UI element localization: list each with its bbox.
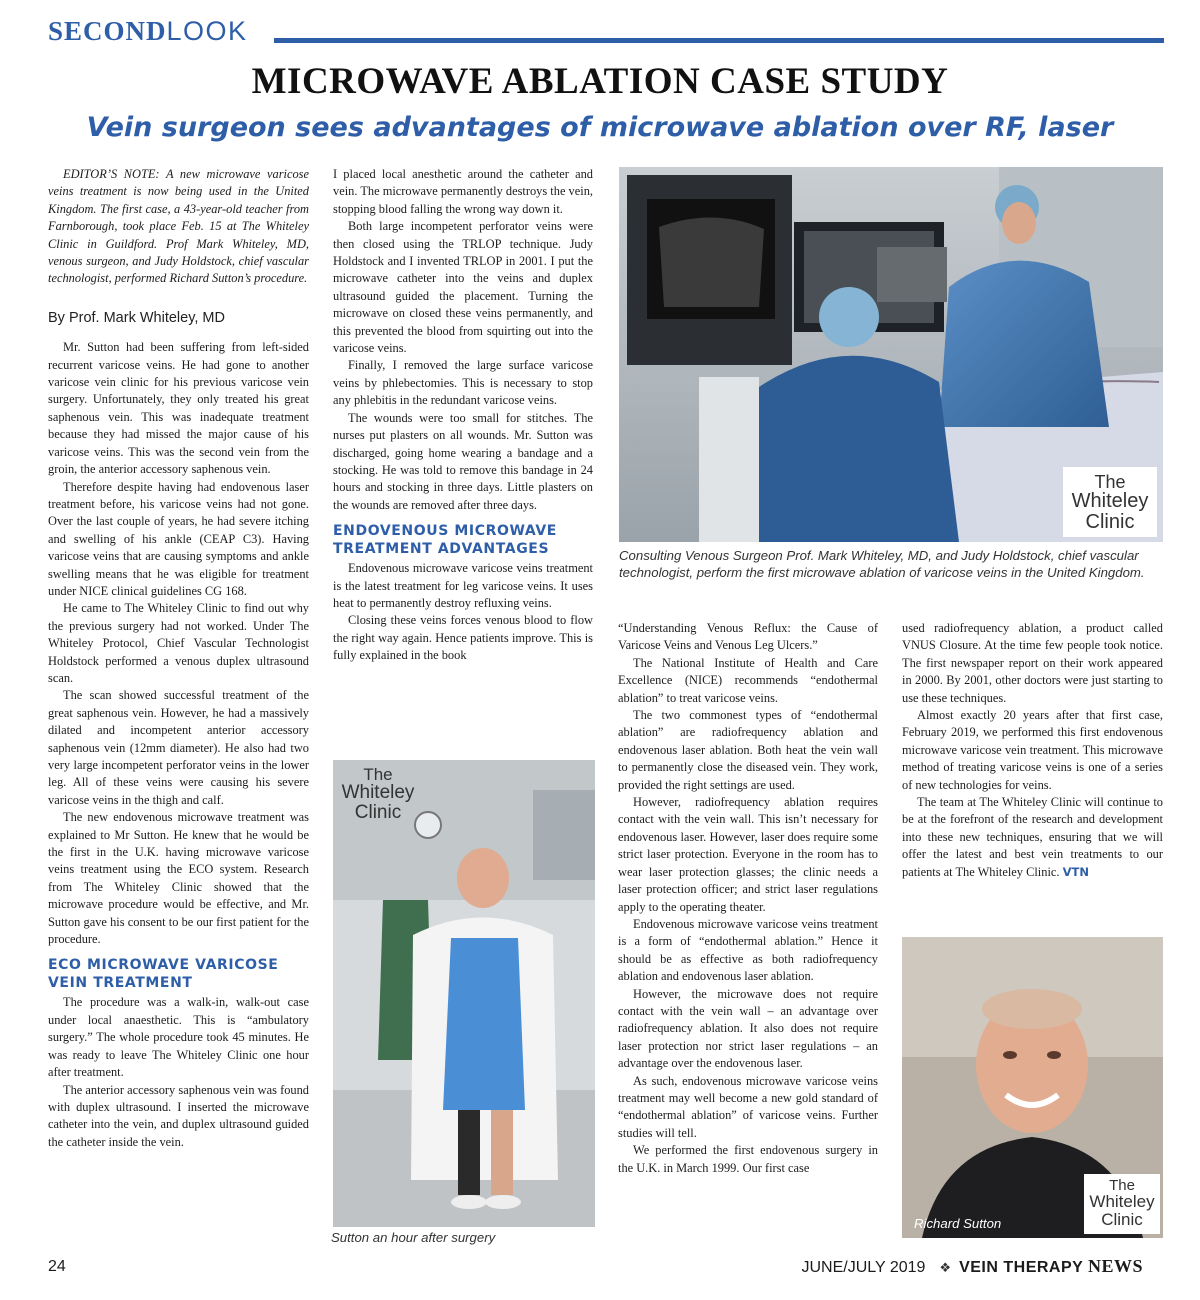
logo-line: The [1094, 472, 1126, 492]
magazine-name-light: VEIN THERAPY [959, 1259, 1084, 1276]
body-paragraph: The scan showed successful treatment of the great saphenous vein. However, he had a massively dilated and incompetent anterior accessory saphenous vein (12mm diameter). He also had two very large incompetent perforator veins in the lower leg. All of these veins were causing his severe varicose veins in the thigh and calf. [48, 688, 309, 807]
eco-heading: ECO MICROWAVE VARICOSE VEIN TREATMENT [48, 957, 279, 992]
body-paragraph: As such, endovenous microwave varicose veins treatment may well become a new gold standard of “endothermal ablation” of varicose veins. Further studies will tell. [618, 1073, 878, 1140]
issue-date: JUNE/JULY 2019 [801, 1259, 926, 1276]
body-paragraph: He came to The Whiteley Clinic to find out why the previous surgery had not worked. Under The Whiteley Protocol, Chief Vascular Technologist Holdstock performed a venous duplex ultrasound scan. [48, 601, 309, 685]
body-paragraph: Both large incompetent perforator veins were then closed using the TRLOP technique. Judy Holdstock and I invented TRLOP in 2001. I put the microwave catheter into the veins and duplex ultrasound guided the placement. Turning the microwave on closed these veins permanently, and this prevented the blood from squirting out into the varicose veins. [333, 219, 593, 356]
logo-line: Clinic [1085, 510, 1135, 533]
column-3 [618, 620, 878, 1177]
closing-paragraph [902, 794, 1163, 881]
whiteley-clinic-logo [339, 764, 417, 828]
column-1 [48, 166, 309, 1151]
body-paragraph: The National Institute of Health and Care Excellence (NICE) recommends “endothermal ablation” to treat varicose veins. [618, 655, 878, 705]
surgery-photo-caption: Consulting Venous Surgeon Prof. Mark Whiteley, MD, and Judy Holdstock, chief vascular technologist, perform the first microwave ablation of varicose veins in the United Kingdom. [619, 548, 1145, 580]
richard-sutton-caption: Richard Sutton [914, 1216, 1002, 1231]
body-paragraph: Mr. Sutton had been suffering from left-sided recurrent varicose veins. He had gone to another varicose vein clinic for his previous varicose vein surgery. Unfortunately, they only treated his great saphenous vein. This was inadequate treatment because they had missed the major cause of his varicose veins. This was the second vein from the groin, the anterior accessory saphenous vein. [48, 340, 309, 477]
body-paragraph: used radiofrequency ablation, a product called VNUS Closure. At the time few people took notice. The first newspaper report on their work appeared in 2000. By 2001, other doctors were just starting to use these techniques. [902, 621, 1163, 705]
body-paragraph: Finally, I removed the large surface varicose veins by phlebectomies. This is necessary to stop any phlebitis in the redundant varicose veins. [333, 358, 593, 408]
logo-line: Clinic [1101, 1209, 1143, 1229]
body-paragraph: Almost exactly 20 years after that first case, February 2019, we performed this first endovenous microwave varicose vein treatment. This microwave method of treating varicose veins is one of a series of new technologies for veins. [902, 708, 1163, 792]
whiteley-clinic-logo [1084, 1174, 1160, 1234]
body-paragraph: Closing these veins forces venous blood to flow the right way again. Hence patients improve. This is fully explained in the book [333, 613, 593, 663]
subheadline: Vein surgeon sees advantages of microwave ablation over RF, laser [86, 112, 1114, 143]
body-paragraph: I placed local anesthetic around the catheter and vein. The microwave permanently destroys the vein, stopping blood falling the wrong way down it. [333, 167, 593, 216]
section-label [48, 16, 248, 47]
column-4 [902, 620, 1163, 881]
body-paragraph: However, the microwave does not require contact with the vein wall – an advantage over radiofrequency ablation. It also does not require laser protection nor strict laser regulations – an advantage over the endovenous laser. [618, 986, 878, 1071]
editor-note: EDITOR’S NOTE: A new microwave varicose veins treatment is now being used in the United Kingdom. The first case, a 43-year-old teacher from Farnborough, took place Feb. 15 at The Whiteley Clinic in Guildford. Prof Mark Whiteley, MD, venous surgeon, and Judy Holdstock, chief vascular technologist, performed Richard Sutton’s procedure. [48, 167, 309, 286]
body-paragraph: The two commonest types of “endothermal ablation” are radiofrequency ablation and endovenous laser ablation. Both heat the vein wall to permanently close the diseased vein. They work, provided the right settings are used. [618, 708, 878, 792]
logo-line: The [363, 765, 393, 784]
diamond-separator-icon: ❖ [939, 1260, 952, 1275]
magazine-name [959, 1256, 1143, 1276]
advantages-heading: ENDOVENOUS MICROWAVE TREATMENT ADVANTAGES [333, 523, 557, 558]
publication-footer [802, 1256, 1144, 1277]
richard-sutton-photo [902, 937, 1163, 1238]
logo-line: Whiteley [341, 782, 415, 804]
section-label-light: LOOK [166, 16, 248, 46]
body-paragraph: Endovenous microwave varicose veins treatment is the latest treatment for leg varicose veins. It uses heat to permanently destroy refluxing veins. [333, 561, 593, 610]
page-number: 24 [48, 1258, 66, 1275]
sutton-photo-caption: Sutton an hour after surgery [331, 1230, 496, 1245]
body-paragraph: The procedure was a walk-in, walk-out case under local anaesthetic. This is “ambulatory surgery.” The whole procedure took 45 minutes. He was ready to leave The Whiteley Clinic one hour after treatment. [48, 995, 309, 1080]
section-header [48, 14, 1164, 50]
logo-line: The [1109, 1177, 1135, 1194]
sutton-photo-illustration [333, 760, 595, 1227]
body-paragraph: We performed the first endovenous surgery in the U.K. in March 1999. Our first case [618, 1143, 878, 1175]
byline: By Prof. Mark Whiteley, MD [48, 309, 225, 326]
body-paragraph: The wounds were too small for stitches. The nurses put plasters on all wounds. Mr. Sutton was discharged, going home wearing a bandage and a stocking. He was told to remove this bandage in 24 hours and stocking in three days. Little plasters on the wounds are removed after three days. [333, 410, 593, 512]
logo-line: Whiteley [1089, 1192, 1155, 1212]
logo-line: Whiteley [1071, 490, 1149, 513]
body-paragraph: The anterior accessory saphenous vein was found with duplex ultrasound. I inserted the microwave catheter into the vein, and duplex ultrasound guided the catheter inside the vein. [48, 1082, 309, 1149]
body-paragraph: Therefore despite having had endovenous laser treatment before, his varicose veins had not gone. Over the last couple of years, he had severe itching and swelling of his ankle (CEAP C3). Having varicose veins that are causing symptoms and ankle swelling means that he was eligible for treatment under NICE clinical guidelines CG 168. [48, 479, 309, 598]
column-2 [333, 166, 593, 665]
vtn-end-mark: VTN [1062, 864, 1089, 879]
whiteley-clinic-logo [1063, 467, 1157, 537]
closing-text: The team at The Whiteley Clinic will continue to be at the forefront of the research and development into these new techniques, ensuring that we will offer the latest and best vein treatments to our patients at The Whiteley Clinic. [902, 795, 1163, 879]
body-paragraph: Endovenous microwave varicose veins treatment is a form of “endothermal ablation.” Hence it should be as effective as both radiofrequency ablation and endovenous laser ablation. [618, 916, 878, 984]
body-paragraph: The new endovenous microwave treatment was explained to Mr Sutton. He knew that he would be the first in the U.K. having microwave varicose veins treatment using the ECO system. Research from The Whiteley Clinic showed that the microwave procedure would be effective, and Mr. Sutton gave his consent to be our first patient for the procedure. [48, 810, 309, 947]
section-rule [274, 38, 1164, 43]
headline: MICROWAVE ABLATION CASE STUDY [251, 61, 949, 102]
magazine-name-bold: NEWS [1087, 1256, 1143, 1276]
sutton-photo [333, 760, 595, 1227]
body-paragraph: However, radiofrequency ablation requires contact with the vein wall. This isn’t necessary for endovenous laser. However, laser does require some strict laser protection. Everyone in the room has to wear laser protection glasses; the clinic needs a laser protection officer; and strict laser regulations apply to the operating theater. [618, 795, 878, 914]
surgery-photo [619, 167, 1163, 542]
logo-line: Clinic [354, 801, 402, 823]
section-label-bold: SECOND [48, 16, 167, 46]
body-paragraph: “Understanding Venous Reflux: the Cause of Varicose Veins and Venous Leg Ulcers.” [618, 621, 878, 653]
